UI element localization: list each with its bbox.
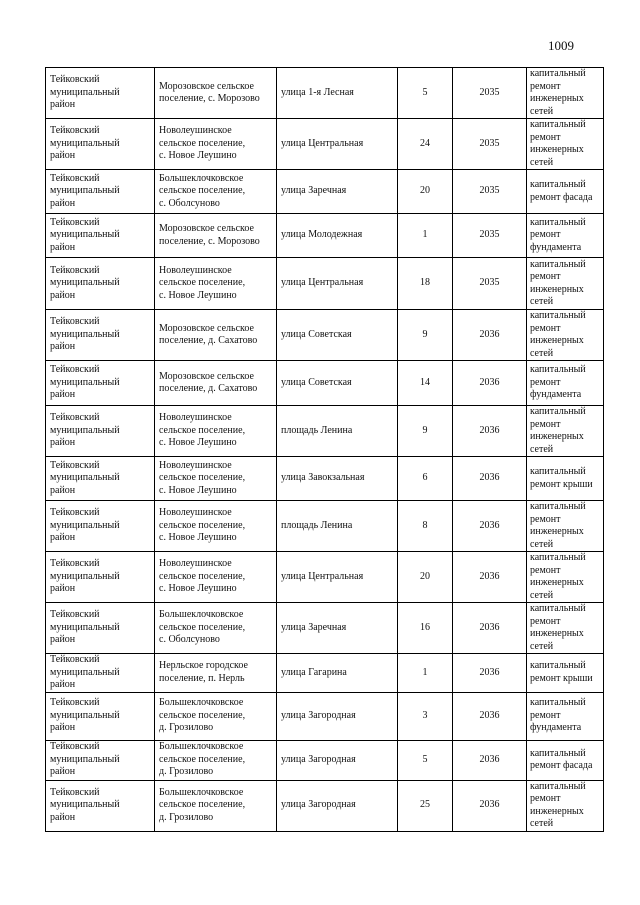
work-type-cell: капитальный ремонт фундамента xyxy=(527,214,604,258)
settlement-cell: Новолеушинское сельское поселение, с. Новое Леушино xyxy=(155,457,277,501)
house-number-cell: 18 xyxy=(398,258,453,310)
page-number: 1009 xyxy=(548,38,574,53)
street-cell: улица Центральная xyxy=(277,552,398,603)
district-cell: Тейковский муниципальный район xyxy=(46,406,155,457)
settlement-cell: Большеклочковское сельское поселение, д. Грозилово xyxy=(155,692,277,740)
table-row xyxy=(46,501,604,552)
table-row xyxy=(46,310,604,361)
work-type-cell: капитальный ремонт инженерных сетей xyxy=(527,119,604,170)
house-number-cell: 1 xyxy=(398,654,453,693)
settlement-cell: Большеклочковское сельское поселение, с. Оболсуново xyxy=(155,170,277,214)
settlement-cell: Морозовское сельское поселение, д. Сахатово xyxy=(155,310,277,361)
district-cell: Тейковский муниципальный район xyxy=(46,258,155,310)
table-row xyxy=(46,552,604,603)
table-body xyxy=(46,68,604,832)
settlement-cell: Новолеушинское сельское поселение, с. Новое Леушино xyxy=(155,501,277,552)
work-type-cell: капитальный ремонт инженерных сетей xyxy=(527,501,604,552)
house-number-cell: 14 xyxy=(398,361,453,406)
street-cell: улица Гагарина xyxy=(277,654,398,693)
district-cell: Тейковский муниципальный район xyxy=(46,603,155,654)
house-number-cell: 20 xyxy=(398,170,453,214)
work-type-cell: капитальный ремонт фундамента xyxy=(527,692,604,740)
district-cell: Тейковский муниципальный район xyxy=(46,68,155,119)
district-cell: Тейковский муниципальный район xyxy=(46,552,155,603)
year-cell: 2036 xyxy=(453,780,527,831)
year-cell: 2036 xyxy=(453,603,527,654)
district-cell: Тейковский муниципальный район xyxy=(46,780,155,831)
year-cell: 2036 xyxy=(453,501,527,552)
table-row xyxy=(46,170,604,214)
table-row xyxy=(46,654,604,693)
district-cell: Тейковский муниципальный район xyxy=(46,457,155,501)
settlement-cell: Большеклочковское сельское поселение, д. Грозилово xyxy=(155,740,277,780)
settlement-cell: Большеклочковское сельское поселение, с. Оболсуново xyxy=(155,603,277,654)
street-cell: улица Советская xyxy=(277,310,398,361)
table-row xyxy=(46,214,604,258)
settlement-cell: Нерльское городское поселение, п. Нерль xyxy=(155,654,277,693)
settlement-cell: Новолеушинское сельское поселение, с. Новое Леушино xyxy=(155,258,277,310)
street-cell: улица Завокзальная xyxy=(277,457,398,501)
street-cell: площадь Ленина xyxy=(277,406,398,457)
district-cell: Тейковский муниципальный район xyxy=(46,214,155,258)
settlement-cell: Морозовское сельское поселение, с. Морозово xyxy=(155,214,277,258)
street-cell: улица Заречная xyxy=(277,603,398,654)
district-cell: Тейковский муниципальный район xyxy=(46,310,155,361)
settlement-cell: Большеклочковское сельское поселение, д. Грозилово xyxy=(155,780,277,831)
district-cell: Тейковский муниципальный район xyxy=(46,170,155,214)
year-cell: 2036 xyxy=(453,654,527,693)
year-cell: 2035 xyxy=(453,68,527,119)
table-row xyxy=(46,258,604,310)
house-number-cell: 5 xyxy=(398,740,453,780)
year-cell: 2035 xyxy=(453,119,527,170)
house-number-cell: 9 xyxy=(398,406,453,457)
table-row xyxy=(46,119,604,170)
year-cell: 2036 xyxy=(453,310,527,361)
year-cell: 2036 xyxy=(453,740,527,780)
year-cell: 2035 xyxy=(453,258,527,310)
house-number-cell: 1 xyxy=(398,214,453,258)
settlement-cell: Новолеушинское сельское поселение, с. Новое Леушино xyxy=(155,406,277,457)
street-cell: улица Заречная xyxy=(277,170,398,214)
street-cell: площадь Ленина xyxy=(277,501,398,552)
table-row xyxy=(46,457,604,501)
house-number-cell: 16 xyxy=(398,603,453,654)
settlement-cell: Новолеушинское сельское поселение, с. Новое Леушино xyxy=(155,119,277,170)
work-type-cell: капитальный ремонт инженерных сетей xyxy=(527,780,604,831)
house-number-cell: 9 xyxy=(398,310,453,361)
table-row xyxy=(46,361,604,406)
street-cell: улица Загородная xyxy=(277,692,398,740)
house-number-cell: 8 xyxy=(398,501,453,552)
district-cell: Тейковский муниципальный район xyxy=(46,119,155,170)
table-row xyxy=(46,692,604,740)
street-cell: улица Центральная xyxy=(277,119,398,170)
work-type-cell: капитальный ремонт инженерных сетей xyxy=(527,406,604,457)
district-cell: Тейковский муниципальный район xyxy=(46,740,155,780)
year-cell: 2035 xyxy=(453,214,527,258)
settlement-cell: Морозовское сельское поселение, с. Морозово xyxy=(155,68,277,119)
table-row xyxy=(46,780,604,831)
district-cell: Тейковский муниципальный район xyxy=(46,361,155,406)
table-row xyxy=(46,740,604,780)
table-row xyxy=(46,406,604,457)
work-type-cell: капитальный ремонт фасада xyxy=(527,740,604,780)
table-row xyxy=(46,68,604,119)
work-type-cell: капитальный ремонт крыши xyxy=(527,457,604,501)
year-cell: 2036 xyxy=(453,406,527,457)
settlement-cell: Новолеушинское сельское поселение, с. Новое Леушино xyxy=(155,552,277,603)
house-number-cell: 3 xyxy=(398,692,453,740)
year-cell: 2035 xyxy=(453,170,527,214)
work-type-cell: капитальный ремонт крыши xyxy=(527,654,604,693)
work-type-cell: капитальный ремонт инженерных сетей xyxy=(527,258,604,310)
table-row xyxy=(46,603,604,654)
street-cell: улица Советская xyxy=(277,361,398,406)
district-cell: Тейковский муниципальный район xyxy=(46,654,155,693)
street-cell: улица Молодежная xyxy=(277,214,398,258)
house-number-cell: 25 xyxy=(398,780,453,831)
work-type-cell: капитальный ремонт инженерных сетей xyxy=(527,310,604,361)
work-type-cell: капитальный ремонт фундамента xyxy=(527,361,604,406)
street-cell: улица Центральная xyxy=(277,258,398,310)
house-number-cell: 20 xyxy=(398,552,453,603)
house-number-cell: 6 xyxy=(398,457,453,501)
street-cell: улица Загородная xyxy=(277,780,398,831)
year-cell: 2036 xyxy=(453,552,527,603)
year-cell: 2036 xyxy=(453,457,527,501)
year-cell: 2036 xyxy=(453,361,527,406)
settlement-cell: Морозовское сельское поселение, д. Сахатово xyxy=(155,361,277,406)
year-cell: 2036 xyxy=(453,692,527,740)
district-cell: Тейковский муниципальный район xyxy=(46,501,155,552)
work-type-cell: капитальный ремонт инженерных сетей xyxy=(527,603,604,654)
house-number-cell: 24 xyxy=(398,119,453,170)
work-type-cell: капитальный ремонт фасада xyxy=(527,170,604,214)
housing-repair-table xyxy=(45,67,604,832)
street-cell: улица Загородная xyxy=(277,740,398,780)
work-type-cell: капитальный ремонт инженерных сетей xyxy=(527,68,604,119)
street-cell: улица 1-я Лесная xyxy=(277,68,398,119)
district-cell: Тейковский муниципальный район xyxy=(46,692,155,740)
house-number-cell: 5 xyxy=(398,68,453,119)
work-type-cell: капитальный ремонт инженерных сетей xyxy=(527,552,604,603)
